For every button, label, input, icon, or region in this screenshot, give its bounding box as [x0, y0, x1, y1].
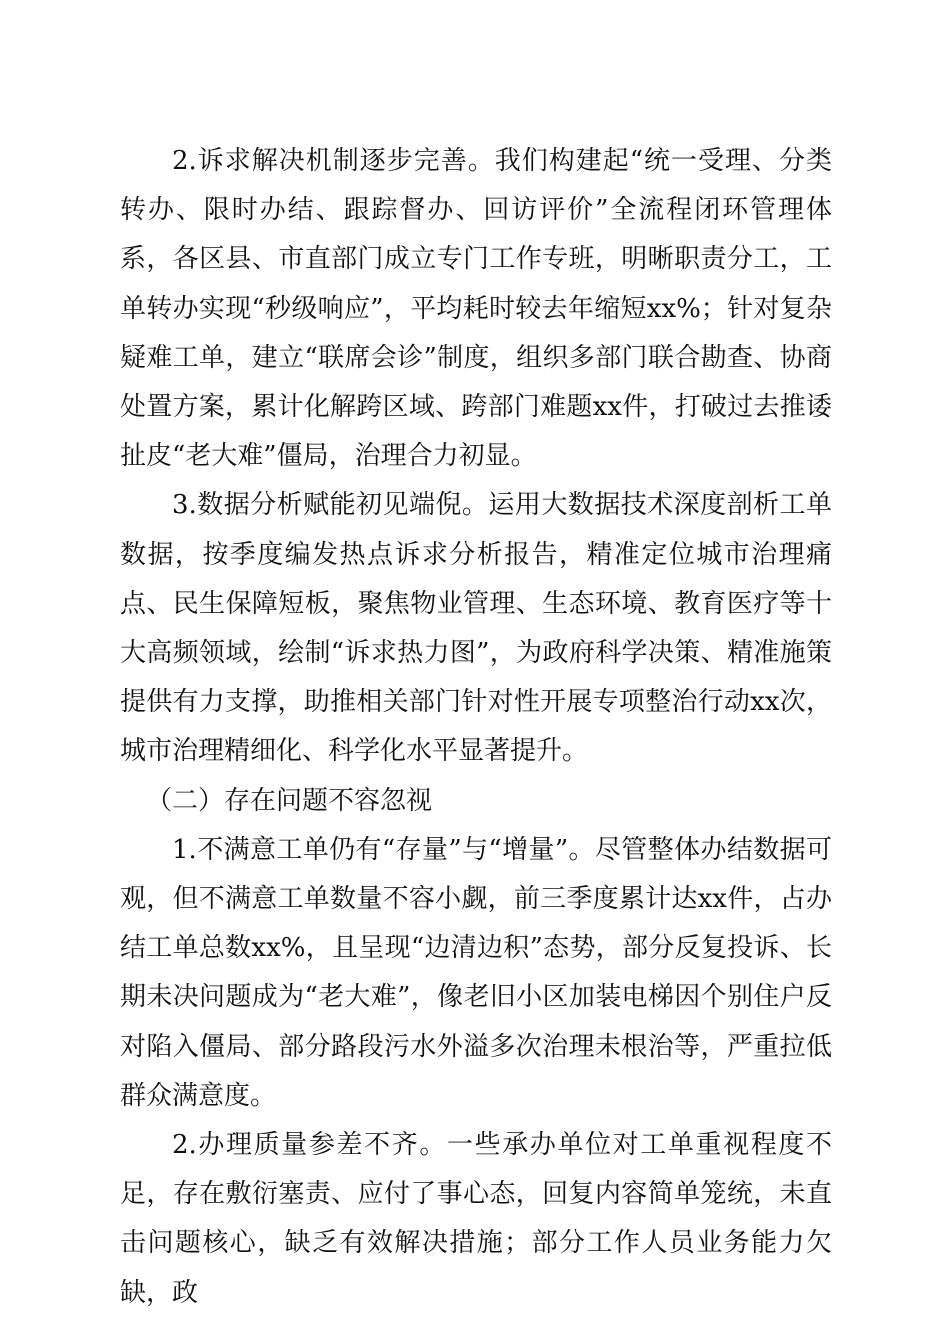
paragraph-unsatisfied-orders: 1.不满意工单仍有“存量”与“增量”。尽管整体办结数据可观，但不满意工单数量不容小觑，前三季度累计达xx件，占办结工单总数xx%，且呈现“边清边积”态势，部分反复投诉、长期未决问题成为“老大难”，像老旧小区加装电梯因个别住户反对陷入僵局、部分路段污水外溢多次治理未根治等，严重拉低群众满意度。 [120, 834, 832, 1111]
paragraph-mechanism: 2.诉求解决机制逐步完善。我们构建起“统一受理、分类转办、限时办结、跟踪督办、回访评价”全流程闭环管理体系，各区县、市直部门成立专门工作专班，明晰职责分工，工单转办实现“秒级响应”，平均耗时较去年缩短xx%；针对复杂疑难工单，建立“联席会诊”制度，组织多部门联合勘查、协商处置方案，累计化解跨区域、跨部门难题xx件，打破过去推诿扯皮“老大难”僵局，治理合力初显。 [120, 146, 832, 472]
paragraph-data-analysis: 3.数据分析赋能初见端倪。运用大数据技术深度剖析工单数据，按季度编发热点诉求分析报告，精准定位城市治理痛点、民生保障短板，聚焦物业管理、生态环境、教育医疗等十大高频领域，绘制“诉求热力图”，为政府科学决策、精准施策提供有力支撑，助推相关部门针对性开展专项整治行动xx次，城市治理精细化、科学化水平显著提升。 [120, 490, 832, 767]
section-heading: （二）存在问题不容忽视 [146, 785, 433, 816]
paragraph-handling-quality: 2.办理质量参差不齐。一些承办单位对工单重视程度不足，存在敷衍塞责、应付了事心态，回复内容简单笼统，未直击问题核心，缺乏有效解决措施；部分工作人员业务能力欠缺，政 [120, 1130, 832, 1308]
document-body [120, 137, 832, 1318]
